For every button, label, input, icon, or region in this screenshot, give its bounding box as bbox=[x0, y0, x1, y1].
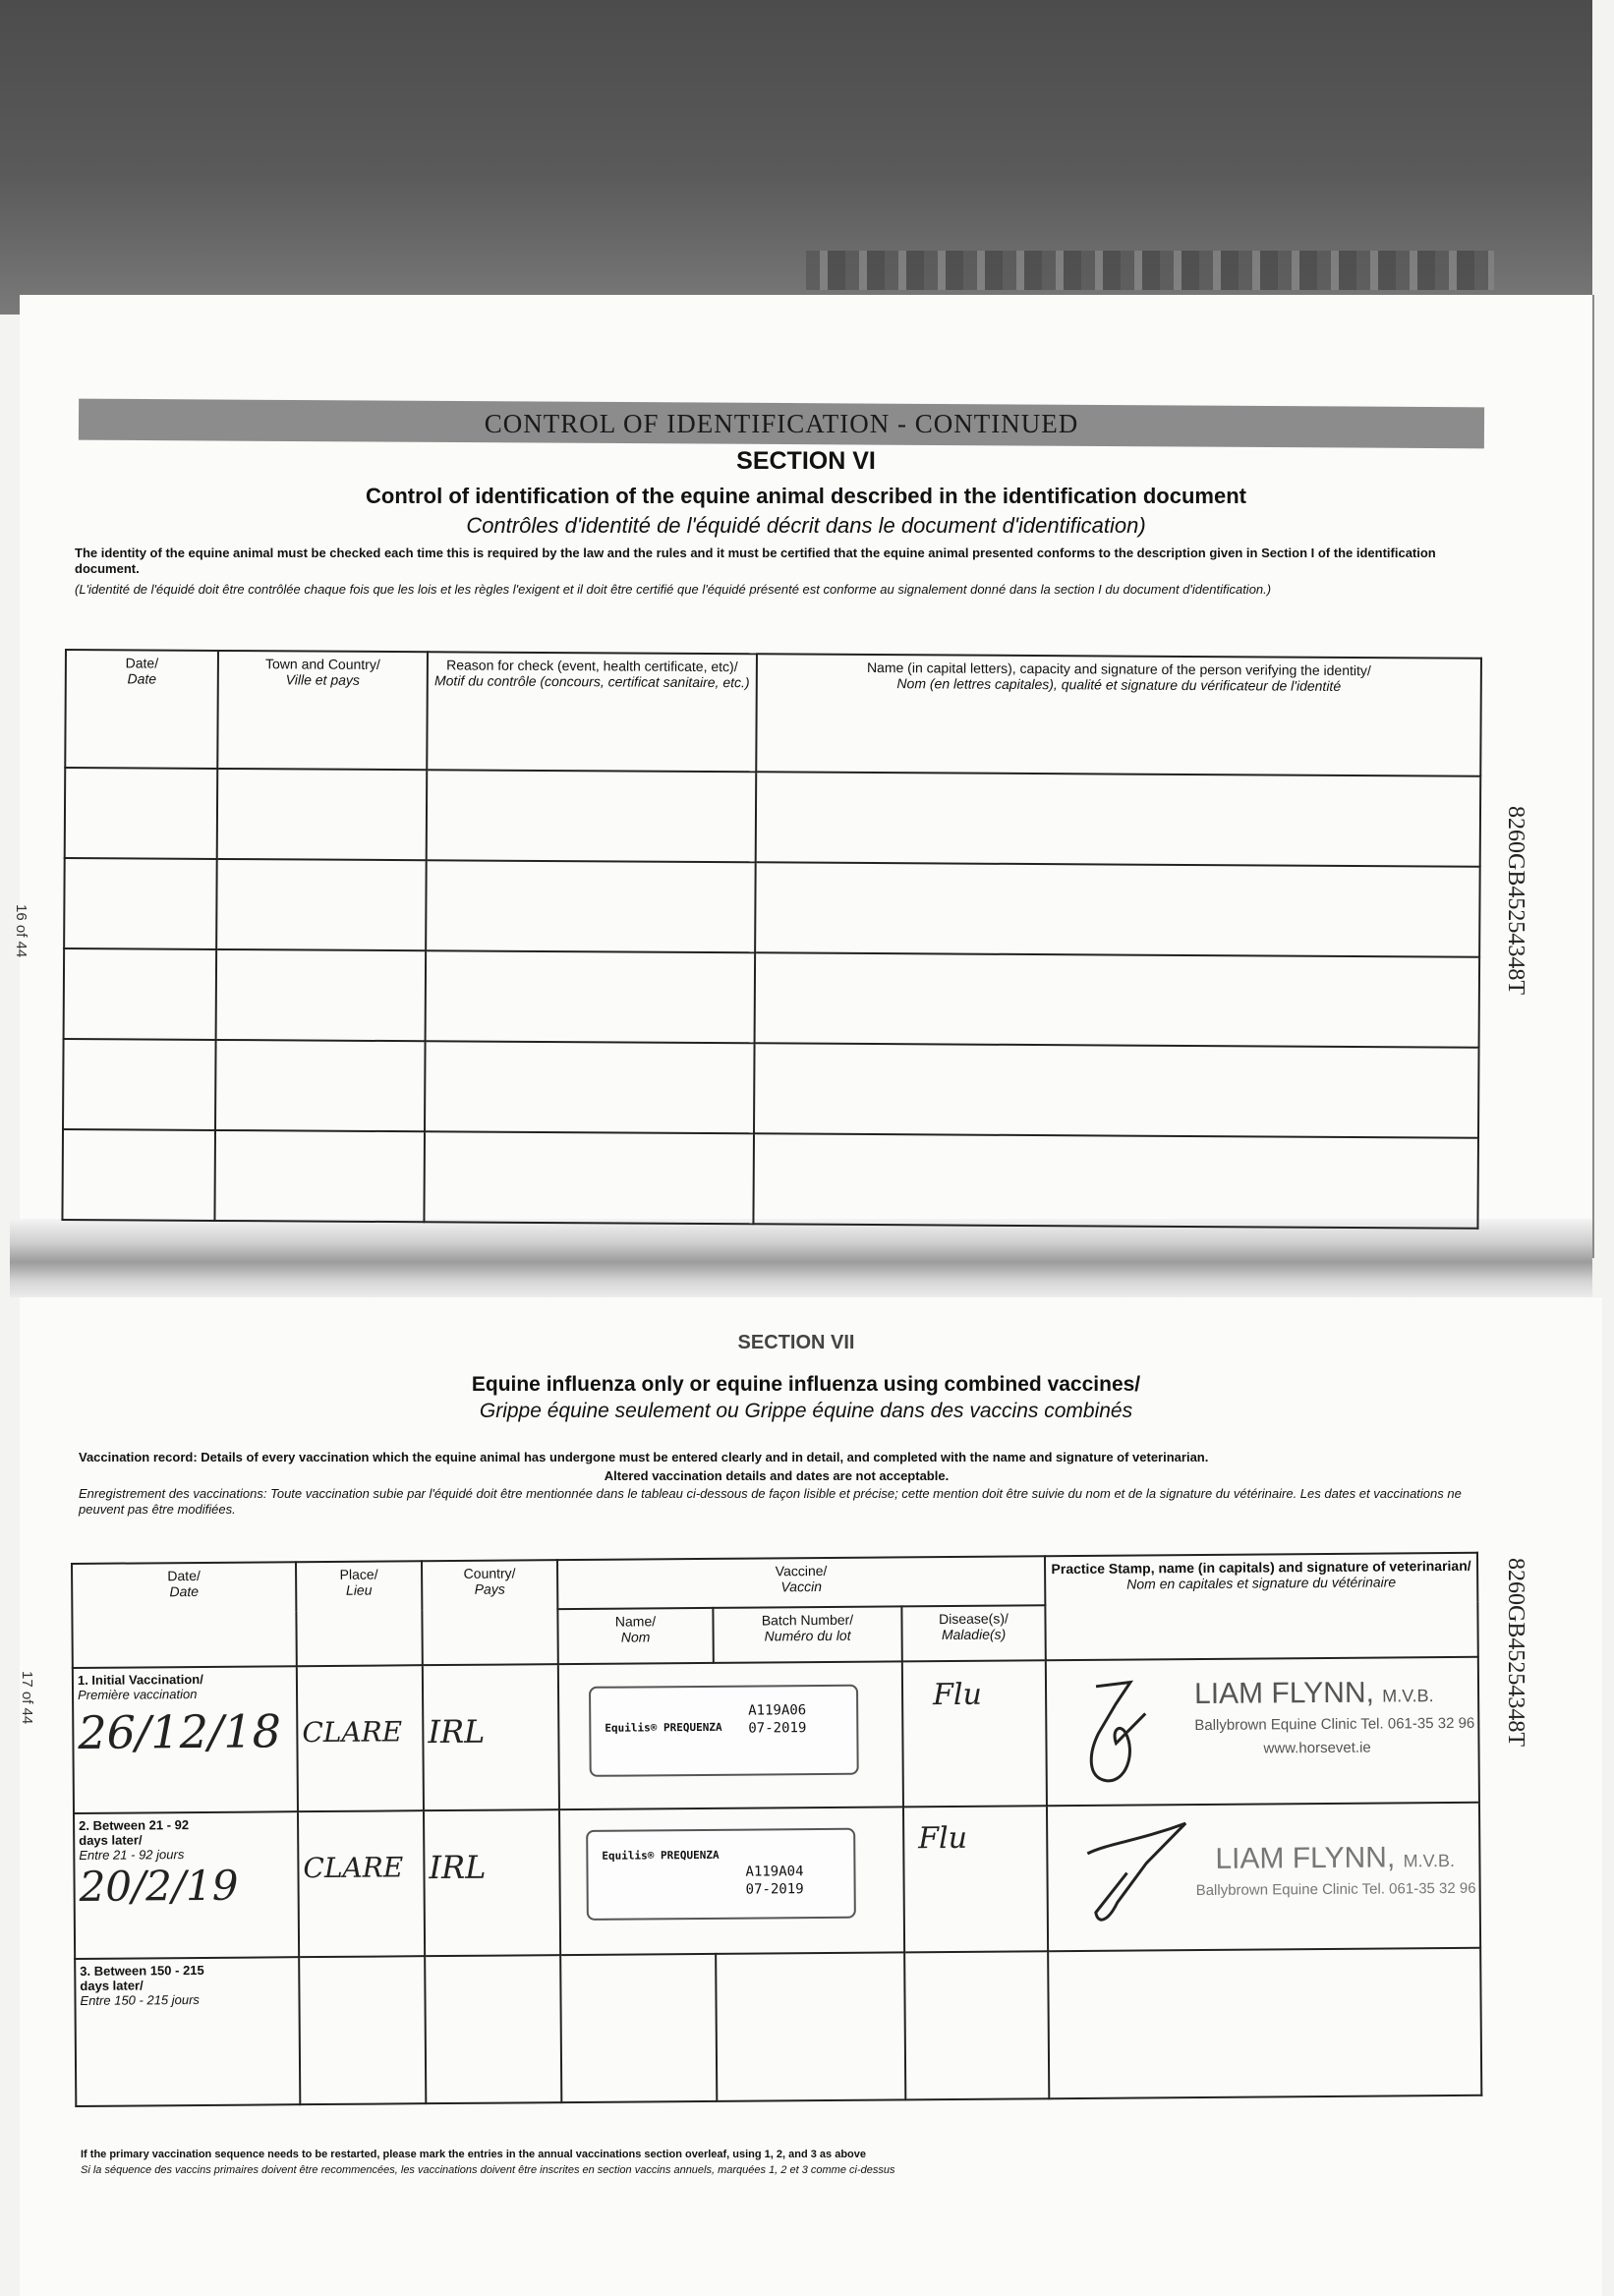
table-cell[interactable] bbox=[215, 1040, 426, 1131]
vet-stamp-cell[interactable]: LIAM FLYNN, M.V.B. Ballybrown Equine Clinic Tel. 061-35 32 96 bbox=[1047, 1803, 1480, 1951]
country-cell[interactable] bbox=[423, 1664, 559, 1810]
country-cell[interactable] bbox=[425, 1955, 561, 2103]
table-cell[interactable] bbox=[426, 950, 756, 1043]
vet-stamp-cell[interactable]: LIAM FLYNN, M.V.B. Ballybrown Equine Clinic Tel. 061-35 32 96 www.horsevet.ie bbox=[1046, 1657, 1479, 1806]
header-town-country: Town and Country/ Ville et pays bbox=[217, 651, 428, 770]
row-label-fr: Entre 150 - 215 jours bbox=[80, 1991, 200, 2008]
disease-cell[interactable] bbox=[903, 1806, 1048, 1952]
header-date: Date/ Date bbox=[72, 1562, 297, 1668]
table-cell[interactable] bbox=[755, 952, 1480, 1048]
section-vi-title-fr: Contrôles d'identité de l'équidé décrit dans le document d'identification) bbox=[466, 513, 1146, 538]
disease-cell[interactable] bbox=[902, 1660, 1047, 1807]
side-code-bottom: 8260GB45254348T bbox=[1503, 1558, 1528, 1747]
table-cell[interactable] bbox=[216, 859, 427, 950]
vet-name: LIAM FLYNN bbox=[1215, 1841, 1388, 1875]
table-cell[interactable] bbox=[424, 1131, 754, 1224]
footer-note-fr: Si la séquence des vaccins primaires doivent être recommencées, les vaccinations doivent être inscrites en section vaccins annuels, marquées 1, 2 et 3 comme ci-dessus bbox=[81, 2164, 895, 2176]
section-vii-title-en: Equine influenza only or equine influenza using combined vaccines/ bbox=[471, 1373, 1141, 1396]
table-cell[interactable] bbox=[216, 949, 427, 1041]
clinic-web: www.horsevet.ie bbox=[1263, 1739, 1371, 1757]
table-cell[interactable] bbox=[62, 1129, 215, 1221]
identity-check-table bbox=[61, 649, 1482, 1230]
table-cell[interactable] bbox=[753, 1133, 1478, 1229]
page-fold bbox=[10, 1219, 1592, 1297]
table-cell[interactable] bbox=[425, 1041, 755, 1133]
row-date-cell[interactable] bbox=[75, 1957, 300, 2106]
disease-cell[interactable] bbox=[904, 1951, 1049, 2099]
batch-number: A119A06 bbox=[748, 1702, 807, 1719]
batch-expiry: 07-2019 bbox=[745, 1881, 804, 1898]
vet-stamp-cell[interactable] bbox=[1048, 1948, 1481, 2098]
table-cell[interactable] bbox=[754, 1043, 1479, 1138]
table-cell[interactable] bbox=[64, 858, 217, 949]
vet-name: LIAM FLYNN bbox=[1193, 1676, 1366, 1711]
header-batch-number: Batch Number/ Numéro du lot bbox=[713, 1606, 901, 1663]
vaccine-sticker-cell[interactable] bbox=[559, 1807, 904, 1955]
disease-value: Flu bbox=[918, 1820, 968, 1857]
side-code-top: 8260GB45254348T bbox=[1503, 806, 1528, 995]
row-label: 1. Initial Vaccination/ bbox=[77, 1671, 203, 1688]
table-cell[interactable] bbox=[65, 768, 218, 859]
place-cell[interactable] bbox=[299, 1956, 426, 2104]
batch-number-cell[interactable] bbox=[716, 1952, 905, 2101]
vaccine-name-cell[interactable] bbox=[560, 1954, 717, 2102]
header-place: Place/ Lieu bbox=[296, 1561, 423, 1666]
table-cell[interactable] bbox=[64, 948, 217, 1040]
section-vi-title-en: Control of identification of the equine animal described in the identification document bbox=[366, 484, 1246, 508]
page-number-16: 16 of 44 bbox=[13, 904, 29, 958]
table-cell[interactable] bbox=[427, 770, 757, 862]
vet-signature-icon bbox=[1076, 1674, 1166, 1793]
section-vii-label: SECTION VII bbox=[737, 1332, 855, 1353]
section-vi-intro-en: The identity of the equine animal must be checked each time this is required by the law and the rules and it must be certified that the equine animal presented conforms to the description given in Section I of the identification document. bbox=[75, 545, 1436, 576]
place-value: CLARE bbox=[303, 1851, 404, 1885]
country-value: IRL bbox=[429, 1848, 487, 1887]
row-label: 3. Between 150 - 215 days later/ bbox=[80, 1962, 204, 1993]
header-vaccine: Vaccine/ Vaccin bbox=[557, 1556, 1045, 1609]
vaccine-sticker-cell[interactable] bbox=[558, 1661, 903, 1809]
section-vi-label: SECTION VI bbox=[736, 447, 876, 475]
banner-title: CONTROL OF IDENTIFICATION - CONTINUED bbox=[484, 409, 1079, 438]
row-date-cell[interactable] bbox=[73, 1666, 298, 1813]
row-label: 2. Between 21 - 92 days later/ bbox=[79, 1817, 190, 1848]
clinic-info: Ballybrown Equine Clinic Tel. 061-35 32 96 bbox=[1194, 1714, 1475, 1735]
vet-signature-icon bbox=[1067, 1813, 1196, 1932]
header-reason: Reason for check (event, health certificate, etc)/ Motif du contrôle (concours, certificat sanitaire, etc.) bbox=[427, 652, 757, 772]
header-verifier: Name (in capital letters), capacity and signature of the person verifying the identity/ Nom (en lettres capitales), qualité et signature du vérificateur de l'identité bbox=[756, 654, 1481, 775]
section-vii-intro-en: Vaccination record: Details of every vaccination which the equine animal has undergone must be entered clearly and in detail, and completed with the name and signature of veterinarian. bbox=[79, 1450, 1209, 1464]
section-vi-intro-fr: (L'identité de l'équidé doit être contrôlée chaque fois que les lois et les règles l'exigent et il doit être certifié que l'équidé présenté est conforme au signalement donné dans la section I du document d'identification.) bbox=[75, 582, 1272, 597]
vet-title: M.V.B. bbox=[1382, 1686, 1434, 1706]
batch-expiry: 07-2019 bbox=[748, 1720, 807, 1737]
country-value: IRL bbox=[428, 1712, 486, 1751]
table-cell[interactable] bbox=[217, 769, 428, 860]
section-vii-intro-en-2: Altered vaccination details and dates are not acceptable. bbox=[604, 1468, 950, 1483]
vaccine-name: Equilis® PREQUENZA bbox=[602, 1848, 720, 1863]
vet-title: M.V.B. bbox=[1403, 1850, 1456, 1871]
vaccine-sticker bbox=[586, 1828, 856, 1921]
row-label-fr: Première vaccination bbox=[77, 1686, 198, 1702]
vaccine-name: Equilis® PREQUENZA bbox=[605, 1720, 722, 1735]
header-date: Date/ Date bbox=[65, 650, 218, 769]
place-cell[interactable] bbox=[298, 1810, 425, 1957]
country-cell[interactable] bbox=[424, 1809, 560, 1956]
place-value: CLARE bbox=[302, 1715, 403, 1750]
place-cell[interactable] bbox=[297, 1665, 424, 1811]
vaccine-sticker bbox=[589, 1685, 859, 1777]
table-cell[interactable] bbox=[214, 1130, 425, 1222]
vaccination-date: 20/2/19 bbox=[79, 1861, 239, 1911]
footer-note-en: If the primary vaccination sequence needs to be restarted, please mark the entries in the annual vaccinations section overleaf, using 1, 2, and 3 as above bbox=[81, 2149, 867, 2160]
header-practice-stamp: Practice Stamp, name (in capitals) and signature of veterinarian/ Nom en capitales et signature du vétérinaire bbox=[1045, 1553, 1478, 1660]
scan-noise bbox=[806, 251, 1494, 290]
table-cell[interactable] bbox=[426, 860, 756, 952]
table-cell[interactable] bbox=[755, 862, 1480, 957]
clinic-info: Ballybrown Equine Clinic Tel. 061-35 32 96 bbox=[1195, 1879, 1476, 1900]
section-vii-intro-fr: Enregistrement des vaccinations: Toute vaccination subie par l'équidé doit être mentionnée dans le tableau ci-dessous de façon lisible et précise; cette mention doit être suivie du nom et de la signature du vétérinaire. Les dates et vaccinations ne peuvent pas être modifiées. bbox=[79, 1486, 1462, 1517]
scan-dark-top bbox=[0, 0, 1592, 315]
row-date-cell[interactable] bbox=[74, 1811, 299, 1959]
batch-number: A119A04 bbox=[745, 1864, 804, 1880]
vaccination-date: 26/12/18 bbox=[78, 1704, 282, 1759]
header-vaccine-name: Name/ Nom bbox=[557, 1608, 713, 1664]
row-label-fr: Entre 21 - 92 jours bbox=[79, 1847, 185, 1863]
section-vii-title-fr: Grippe équine seulement ou Grippe équine dans des vaccins combinés bbox=[479, 1400, 1133, 1422]
table-cell[interactable] bbox=[756, 772, 1481, 867]
table-cell[interactable] bbox=[63, 1039, 216, 1130]
header-country: Country/ Pays bbox=[422, 1560, 558, 1665]
disease-value: Flu bbox=[932, 1677, 982, 1713]
header-disease: Disease(s)/ Maladie(s) bbox=[901, 1605, 1045, 1661]
vaccination-table bbox=[71, 1552, 1482, 2107]
page-number-17: 17 of 44 bbox=[19, 1671, 35, 1725]
